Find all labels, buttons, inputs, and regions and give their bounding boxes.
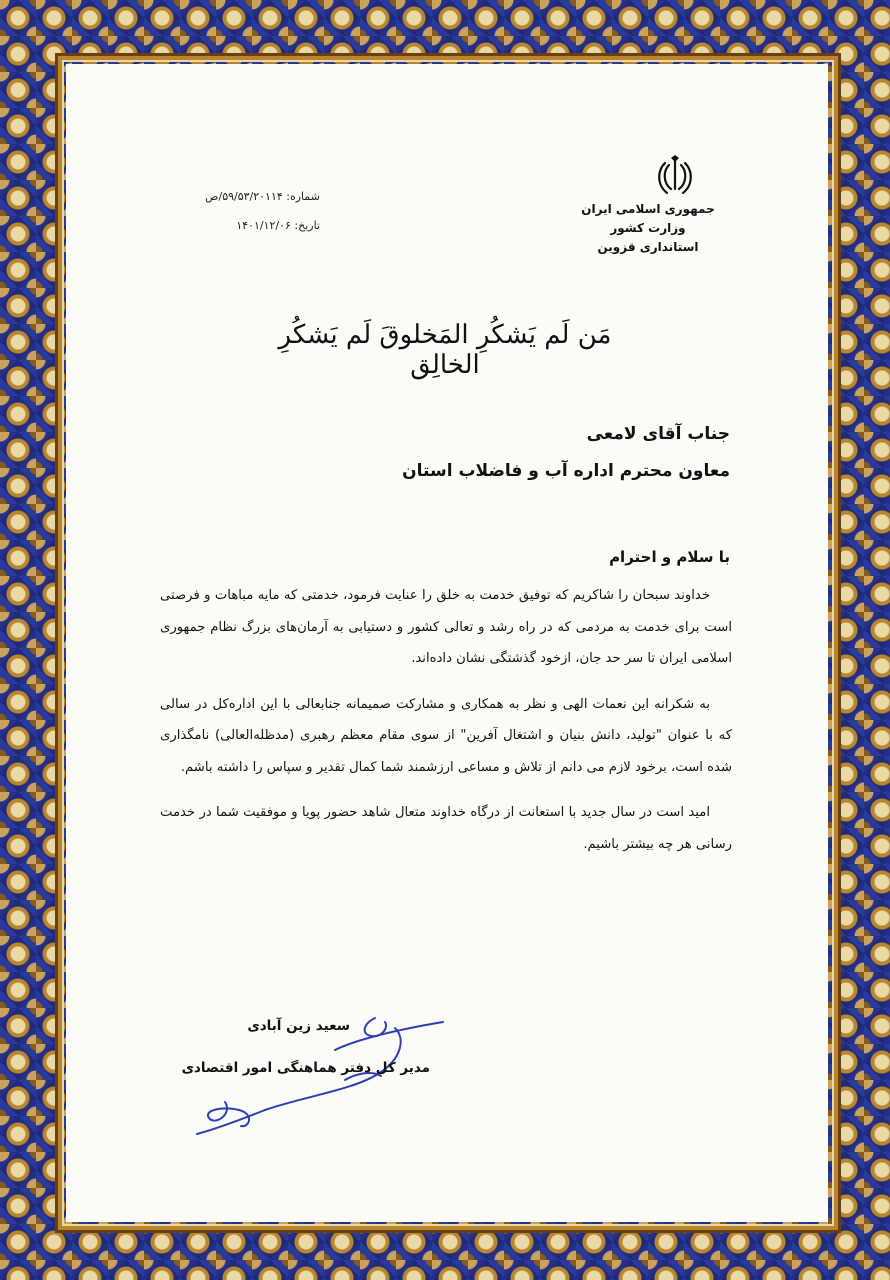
org-line-country: جمهوری اسلامی ایران <box>581 202 715 216</box>
addressee-name: جناب آقای لامعی <box>586 424 730 444</box>
body-paragraph: خداوند سبحان را شاکریم که توفیق خدمت به خلق را عنایت فرمود، خدمتی که مایه مباهات و فرصتی است برای خدمت به مردمی که در راه رشد و تعالی کشور و دستیابی به آرمان‌های بزرگ نظام جمهوری اسلامی ایران تا سر حد جان، ازخود گذشتگی نشان داده‌اند. <box>160 588 732 666</box>
body-paragraph: به شکرانه این نعمات الهی و نظر به همکاری و مشارکت صمیمانه جنابعالی با این اداره‌کل در سالی که با عنوان "تولید، دانش بنیان و اشتغال آفرین" از سوی مقام معظم رهبری (مدظله‌العالی) نامگذاری شده است، برخود لازم می دانم از تلاش و مساعی ارزشمند شما کمال تقدیر و سپاس را داشته باشم. <box>160 696 732 775</box>
letter-date: تاریخ: ۱۴۰۱/۱۲/۰۶ <box>236 219 320 232</box>
signer-name: سعید زین آبادی <box>247 1018 350 1034</box>
letter-metadata <box>160 182 320 240</box>
body-paragraph: امید است در سال جدید با استعانت از درگاه خداوند متعال شاهد حضور پویا و موفقیت شما در خدمت رسانی هر چه بیشتر باشیم. <box>160 805 732 852</box>
letter-number: شماره: ۵۹/۵۳/۲۰۱۱۴/ص <box>205 190 320 203</box>
issuing-organization <box>568 200 728 257</box>
iran-emblem-icon <box>655 155 695 199</box>
signer-title: مدیر کل دفتر هماهنگی امور اقتصادی <box>181 1060 430 1076</box>
org-line-governorate: استانداری قزوین <box>597 240 699 254</box>
hadith-heading: مَن لَم یَشکُرِ المَخلوقَ لَم یَشکُرِ الخالِق <box>278 320 612 380</box>
addressee <box>230 416 730 490</box>
greeting: با سلام و احترام <box>609 548 730 566</box>
letter-body <box>160 580 732 874</box>
addressee-position: معاون محترم اداره آب و فاضلاب استان <box>402 461 730 481</box>
org-line-ministry: وزارت کشور <box>610 221 686 235</box>
